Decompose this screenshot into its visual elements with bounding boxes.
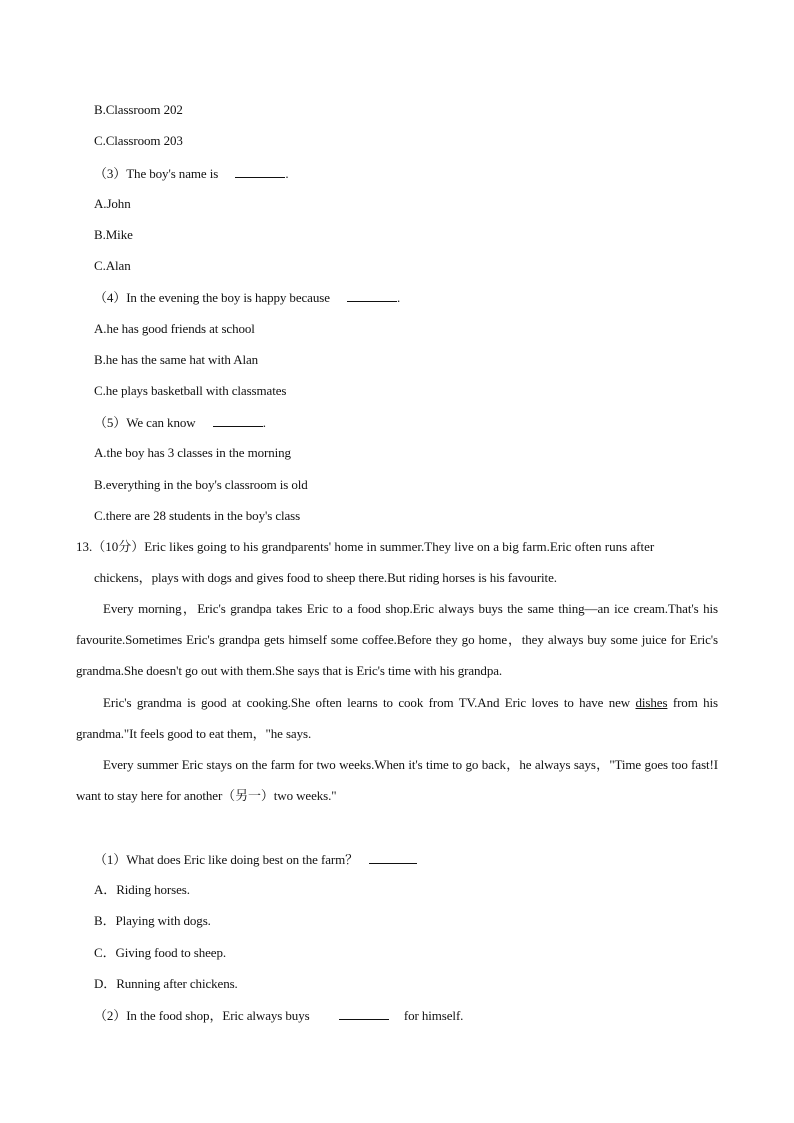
q3-option-a: A.John bbox=[94, 196, 131, 211]
q13-sub-question-2 bbox=[94, 1007, 463, 1024]
passage-p2: Every morning，Eric's grandpa takes Eric to a food shop.Eric always buys the same thing—an ice cream.That's his favourite.Sometimes Eric's grandpa gets himself some coffee.Before they go home，they always buy some juice for Eric's grandma.She doesn't go out with them.She says that is Eric's time with his grandpa. bbox=[76, 601, 718, 678]
sub2-tail: for himself. bbox=[403, 1008, 464, 1023]
q4-option-c: C.he plays basketball with classmates bbox=[94, 383, 287, 398]
sub1-option-a: A．Riding horses. bbox=[94, 882, 190, 897]
q4-option-b: B.he has the same hat with Alan bbox=[94, 352, 259, 367]
question-5-tail: . bbox=[262, 415, 266, 430]
passage-p3 bbox=[76, 687, 718, 749]
sub1-stem: （1）What does Eric like doing best on the farm？ bbox=[94, 852, 359, 867]
answer-blank bbox=[369, 851, 417, 864]
q4-option-a: A.he has good friends at school bbox=[94, 321, 255, 336]
q3-option-c: C.Alan bbox=[94, 258, 131, 273]
sub2-stem: （2）In the food shop，Eric always buys bbox=[94, 1008, 310, 1023]
underlined-word-dishes: dishes bbox=[635, 695, 668, 710]
question-3-tail: . bbox=[285, 166, 289, 181]
sub1-option-d: D．Running after chickens. bbox=[94, 976, 238, 991]
q5-option-c: C.there are 28 students in the boy's class bbox=[94, 508, 301, 523]
option-c-classroom-203: C.Classroom 203 bbox=[94, 133, 183, 148]
option-b-classroom-202: B.Classroom 202 bbox=[94, 102, 183, 117]
question-4 bbox=[94, 289, 400, 306]
answer-blank bbox=[347, 289, 397, 302]
answer-blank bbox=[235, 165, 285, 178]
q5-option-a: A.the boy has 3 classes in the morning bbox=[94, 445, 291, 460]
q3-option-b: B.Mike bbox=[94, 227, 133, 242]
passage-p1-line1: Eric likes going to his grandparents' home in summer.They live on a big farm.Eric often runs after bbox=[144, 539, 655, 554]
passage-p3-part1: Eric's grandma is good at cooking.She often learns to cook from TV.And Eric loves to have new bbox=[103, 695, 636, 710]
passage-p4: Every summer Eric stays on the farm for two weeks.When it's time to go back，he always says，"Time goes too fast!I want to stay here for another（另一）two weeks." bbox=[76, 757, 718, 803]
question-4-tail: . bbox=[397, 290, 401, 305]
answer-blank bbox=[213, 414, 263, 427]
question-4-stem: （4）In the evening the boy is happy because bbox=[94, 290, 330, 305]
question-3-stem: （3）The boy's name is bbox=[94, 166, 219, 181]
question-5-stem: （5）We can know bbox=[94, 415, 196, 430]
q13-sub-question-1 bbox=[94, 851, 417, 868]
passage-p3-part2: from his grandma."It feels good to eat them，"he says. bbox=[76, 695, 719, 741]
answer-blank bbox=[339, 1007, 389, 1020]
question-3 bbox=[94, 165, 289, 182]
question-5 bbox=[94, 414, 266, 431]
passage-p1-line2: chickens，plays with dogs and gives food to sheep there.But riding horses is his favourite. bbox=[94, 570, 557, 585]
sub1-option-c: C．Giving food to sheep. bbox=[94, 945, 227, 960]
sub1-option-b: B．Playing with dogs. bbox=[94, 913, 211, 928]
question-13-header bbox=[76, 539, 654, 555]
q5-option-b: B.everything in the boy's classroom is old bbox=[94, 477, 308, 492]
question-13-number: 13.（10分） bbox=[76, 539, 145, 554]
